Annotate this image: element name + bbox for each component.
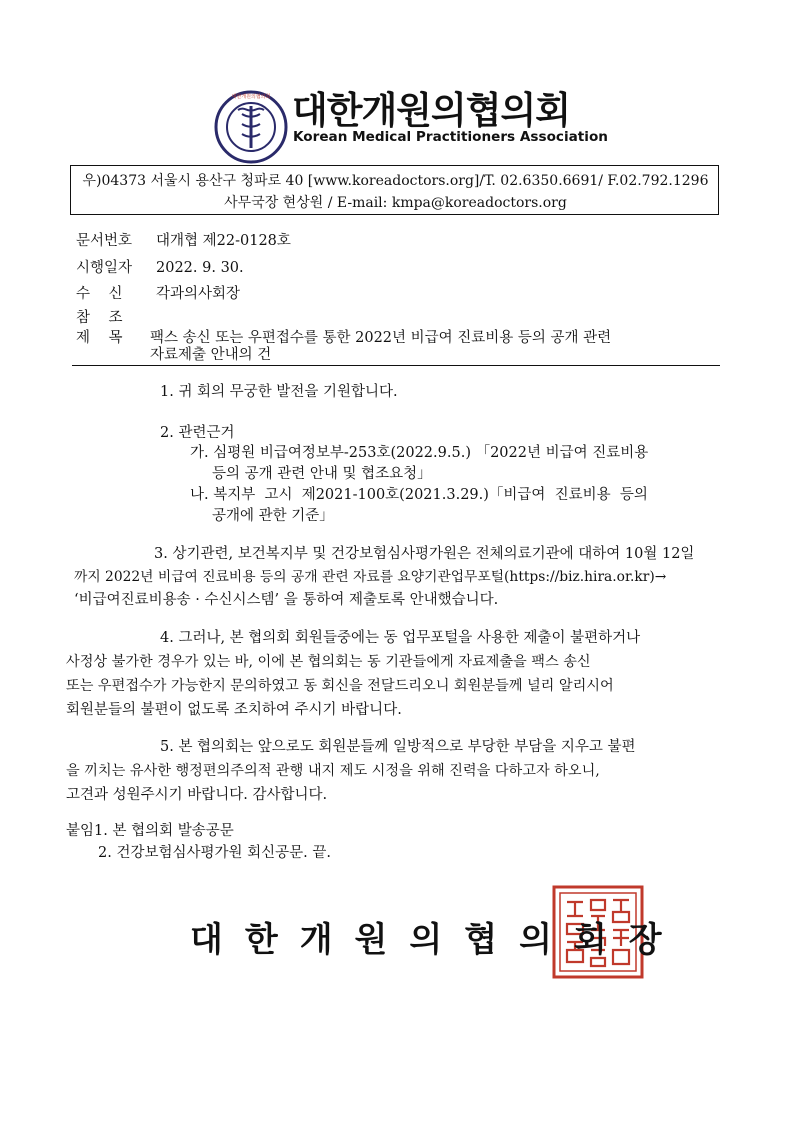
contact-box — [70, 165, 719, 215]
subject-value-line2: 자료제출 안내의 건 — [150, 347, 272, 363]
association-logo-icon — [214, 90, 288, 164]
attachment-2: 2. 건강보험심사평가원 회신공문. 끝. — [98, 845, 331, 861]
recipient-value: 각과의사회장 — [156, 286, 241, 302]
paragraph-5-line1: 5. 본 협의회는 앞으로도 회원분들께 일방적으로 부당한 부담을 지우고 불편 — [160, 739, 636, 755]
paragraph-4-line1: 4. 그러나, 본 협의회 회원들중에는 동 업무포털을 사용한 제출이 불편하거나 — [160, 630, 641, 646]
paragraph-5-line3: 고견과 성원주시기 바랍니다. 감사합니다. — [66, 787, 328, 803]
paragraph-2b-line2: 공개에 관한 기준」 — [212, 508, 334, 524]
org-name-english: Korean Medical Practitioners Association — [293, 129, 608, 145]
closing-signature: 대한개원의협의회장 — [190, 920, 684, 960]
paragraph-2a-line2: 등의 공개 관련 안내 및 협조요청」 — [212, 466, 432, 482]
paragraph-4-line3: 또는 우편접수가 가능한지 문의하였고 동 회신을 전달드리오니 회원분들께 널리 알리시어 — [66, 678, 614, 694]
subject-label: 제 목 — [76, 330, 123, 346]
attachment-1: 붙임1. 본 협의회 발송공문 — [66, 823, 234, 839]
reference-label: 참 조 — [76, 310, 123, 326]
recipient-label: 수 신 — [76, 286, 123, 302]
issue-date-value: 2022. 9. 30. — [156, 260, 244, 276]
paragraph-3-line2: 까지 2022년 비급여 진료비용 등의 공개 관련 자료를 요양기관업무포털(https://biz.hira.or.kr)→ — [74, 569, 667, 585]
svg-text:대한개원의협의회: 대한개원의협의회 — [231, 94, 271, 100]
paragraph-5-line2: 을 끼치는 유사한 행정편의주의적 관행 내지 제도 시정을 위해 진력을 다하고자 하오니, — [66, 763, 600, 779]
paragraph-2a-line1: 가. 심평원 비급여정보부-253호(2022.9.5.) 「2022년 비급여 진료비용 — [190, 445, 649, 461]
paragraph-3-line1: 3. 상기관련, 보건복지부 및 건강보험심사평가원은 전체의료기관에 대하여 10월 12일 — [154, 546, 695, 562]
issue-date-label: 시행일자 — [76, 260, 133, 276]
contact-address: 우)04373 서울시 용산구 청파로 40 [www.koreadoctors.org]/T. 02.6350.6691/ F.02.792.1296 — [82, 173, 709, 189]
paragraph-4-line4: 회원분들의 불편이 없도록 조치하여 주시기 바랍니다. — [66, 702, 402, 718]
doc-number-value: 대개협 제22-0128호 — [156, 233, 291, 249]
paragraph-4-line2: 사정상 불가한 경우가 있는 바, 이에 본 협의회는 동 기관들에게 자료제출을 팩스 송신 — [66, 654, 591, 670]
paragraph-1: 1. 귀 회의 무궁한 발전을 기원합니다. — [160, 384, 398, 400]
paragraph-2b-line1: 나. 복지부 고시 제2021-100호(2021.3.29.)「비급여 진료비용 등의 — [190, 487, 648, 503]
header-divider — [72, 365, 720, 366]
doc-number-label: 문서번호 — [76, 233, 133, 249]
contact-email: 사무국장 현상원 / E-mail: kmpa@koreadoctors.org — [224, 195, 567, 211]
org-name-korean: 대한개원의협의회 — [292, 89, 570, 132]
subject-value: 팩스 송신 또는 우편접수를 통한 2022년 비급여 진료비용 등의 공개 관련 — [150, 330, 612, 346]
paragraph-2-title: 2. 관련근거 — [160, 425, 235, 441]
paragraph-3-line3: ‘비급여진료비용송 · 수신시스템’ 을 통하여 제출토록 안내했습니다. — [74, 592, 499, 608]
